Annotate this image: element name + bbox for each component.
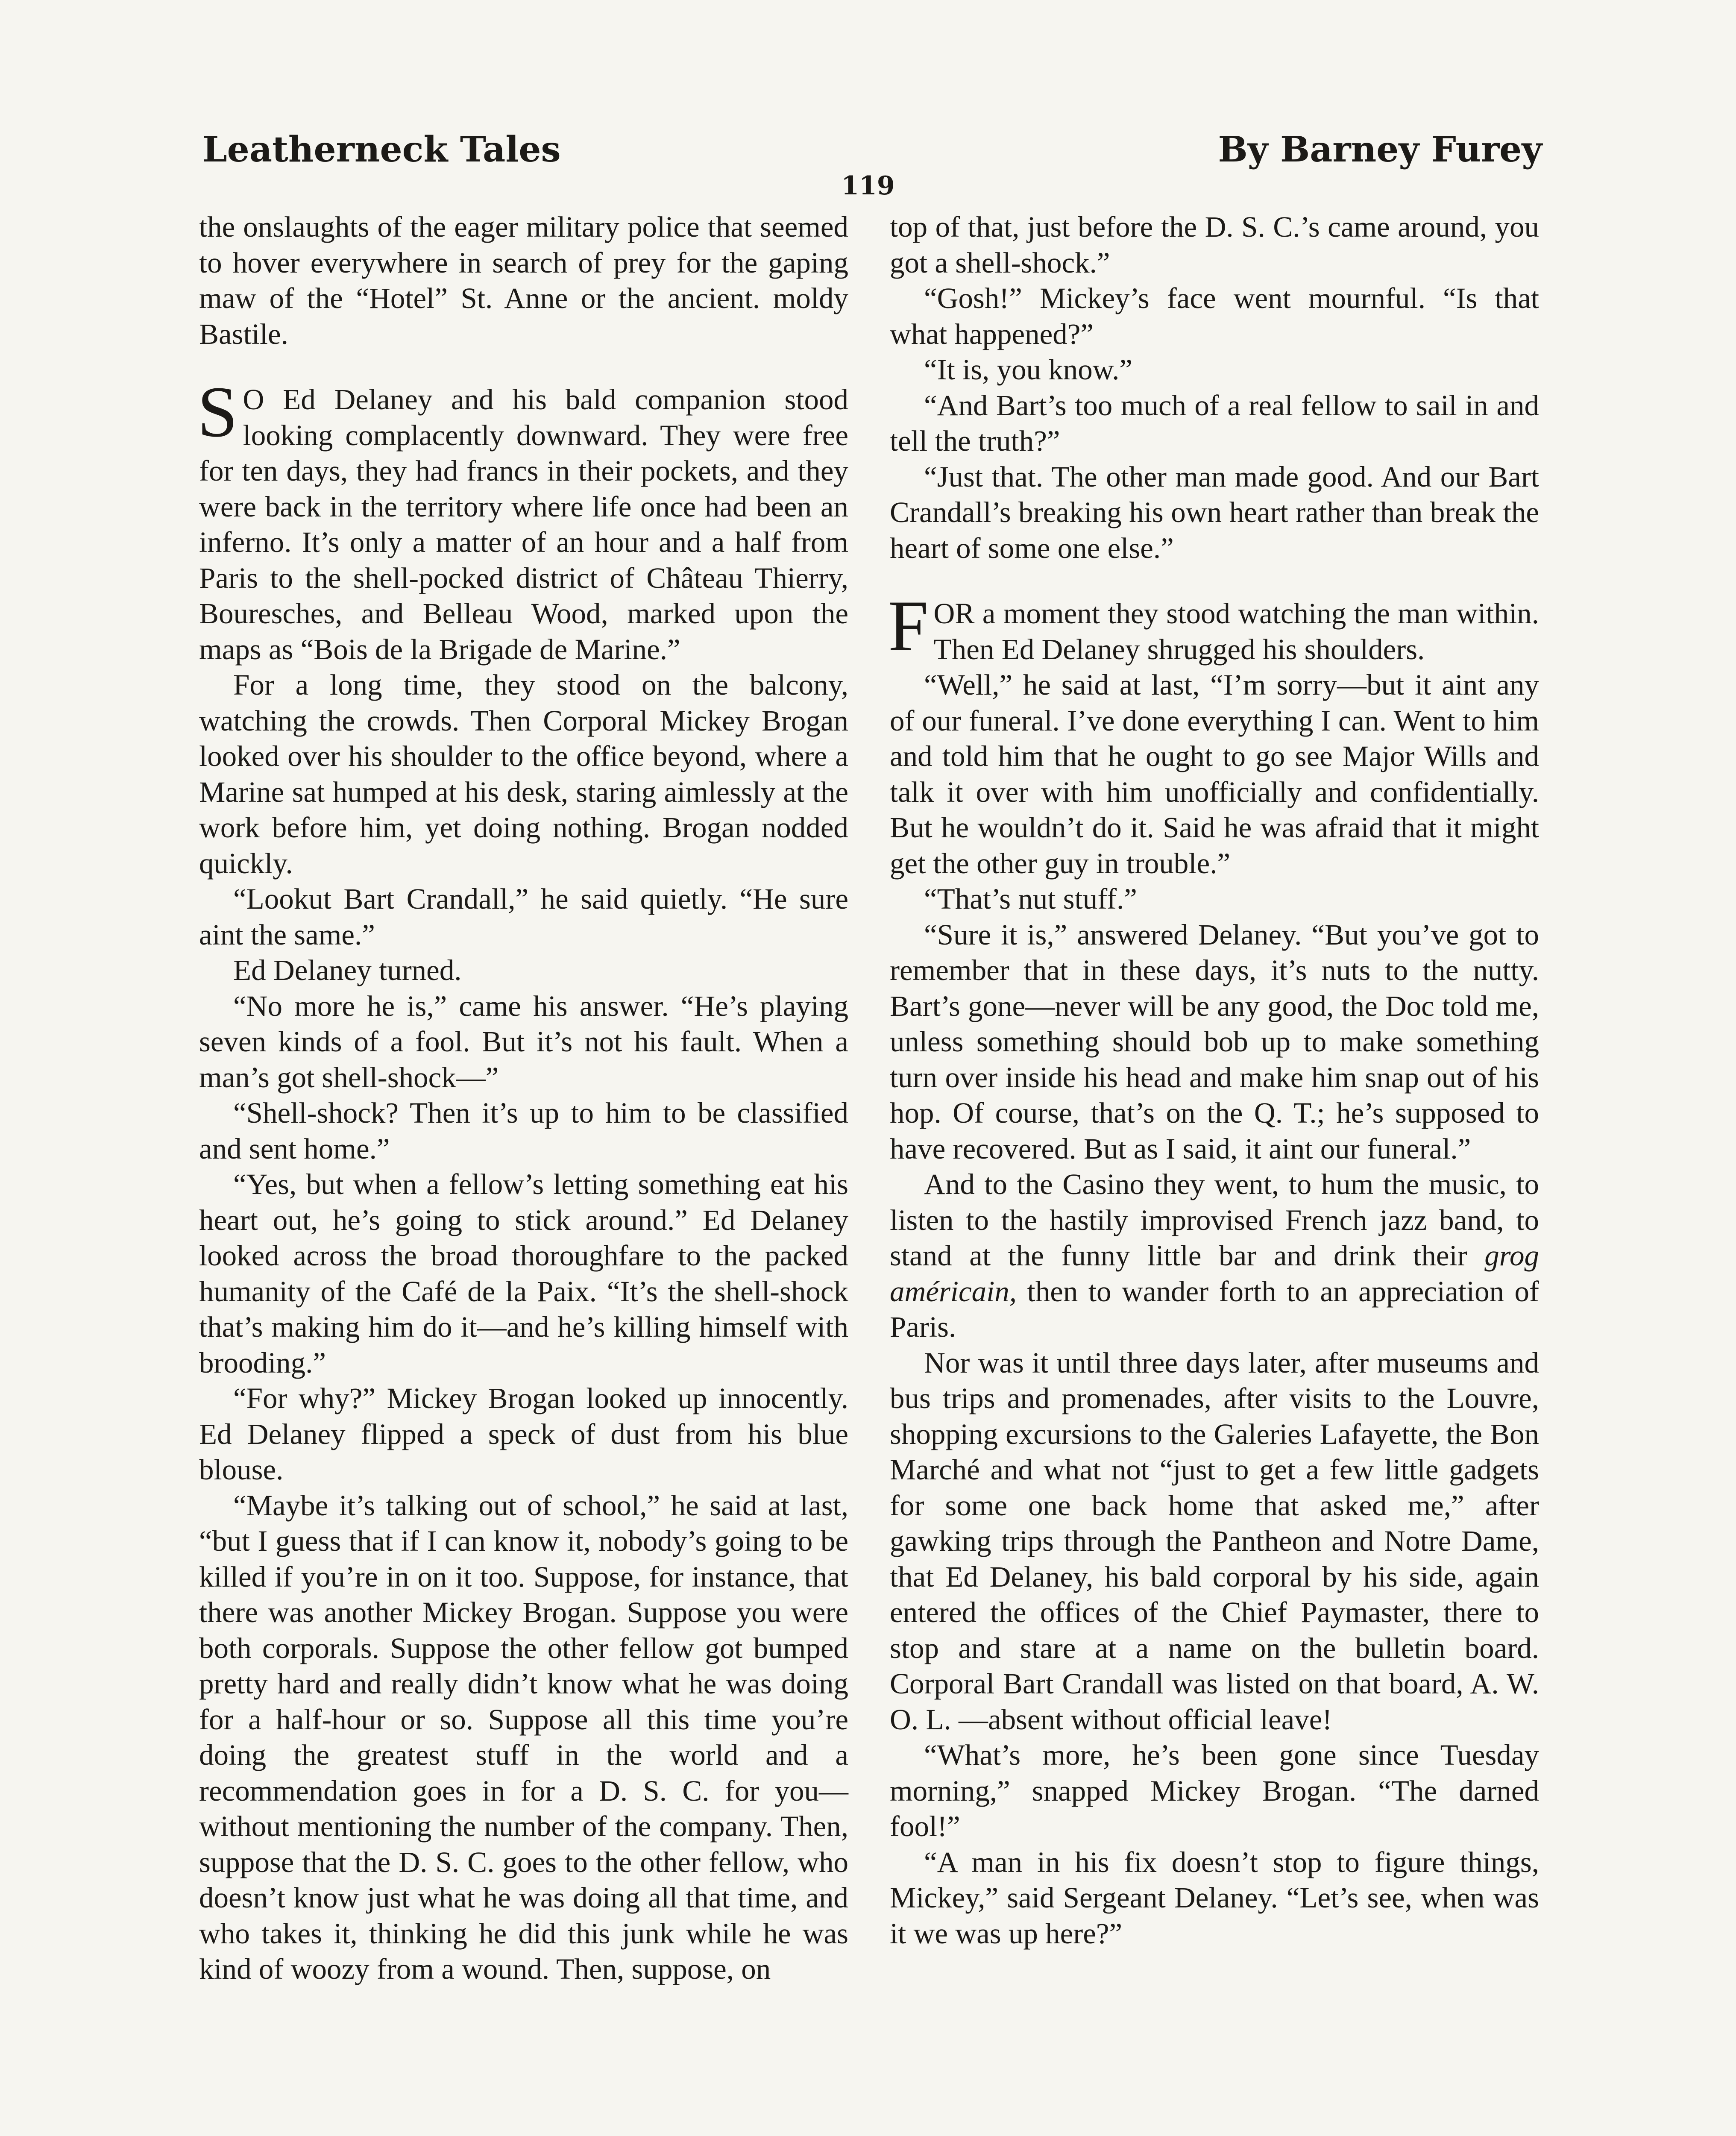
paragraph: Ed Delaney turned. [233, 954, 462, 986]
paragraph-text: And to the Casino they went, to hum the music, to listen to the hastily improvised French jazz band, to stand at the funny little bar and drink their [890, 1168, 1539, 1272]
drop-cap: F [888, 586, 929, 666]
paragraph: “Maybe it’s talking out of school,” he said at last, “but I guess that if I can know it, nobody’s going to be killed if you’re in on it too. Suppose, for instance, that there was another Mickey Brogan. Suppose you were both corporals. Suppose the other fellow got bumped pretty hard and really didn’t know what he was doing for a half-hour or so. Suppose all this time you’re doing the greatest stuff in the world and a recommendation goes in for a D. S. C. for you—without mentioning the number of the company. Then, suppose that the D. S. C. goes to the other fellow, who doesn’t know just what he was doing all that time, and who takes it, thinking he did this junk while he was kind of woozy from a wound. Then, suppose, on [199, 1489, 848, 1985]
paragraph: “What’s more, he’s been gone since Tuesday morning,” snapped Mickey Brogan. “The darned fool!” [890, 1739, 1539, 1843]
author-byline: By Barney Furey [1218, 129, 1542, 170]
paragraph: “No more he is,” came his answer. “He’s playing seven kinds of a fool. But it’s not his fault. When a man’s got shell-shock—” [199, 989, 848, 1094]
paragraph-text: O Ed Delaney and his bald companion stood looking complacently downward. They were free for ten days, they had francs in their pockets, and they were back in the territory where life once had been an inferno. It’s only a matter of an hour and a half from Paris to the shell-pocked district of Château Thierry, Bouresches, and Belleau Wood, marked upon the maps as “Bois de la Brigade de Marine.” [199, 383, 848, 666]
section-opening-paragraph [197, 372, 848, 667]
right-column [890, 209, 1539, 1951]
paragraph: “That’s nut stuff.” [924, 883, 1137, 915]
paragraph-text: a moment they stood watching the man within. Then Ed Delaney shrugged his shoulders. [933, 597, 1539, 666]
paragraph-text: then to wander forth to an appreciation of Paris. [890, 1275, 1539, 1343]
paragraph: “And Bart’s too much of a real fellow to sail in and tell the truth?” [890, 389, 1539, 457]
left-column [199, 209, 848, 1987]
paragraph: “Shell-shock? Then it’s up to him to be classified and sent home.” [199, 1097, 848, 1165]
paragraph: “A man in his fix doesn’t stop to figure things, Mickey,” said Sergeant Delaney. “Let’s see, when was it we was up here?” [890, 1846, 1539, 1950]
drop-cap: S [197, 372, 238, 452]
paragraph: “Well,” he said at last, “I’m sorry—but it aint any of our funeral. I’ve done everything I can. Went to him and told him that he ought to go see Major Wills and talk it over with him unofficially and confidentially. But he wouldn’t do it. Said he was afraid that it might get the other guy in trouble.” [890, 669, 1539, 880]
page-number: 119 [841, 171, 895, 201]
paragraph: “Sure it is,” answered Delaney. “But you’ve got to remember that in these days, it’s nuts to the nutty. Bart’s gone—never will be any good, the Doc told me, unless something should bob up to make something turn over inside his head and make him snap out of his hop. Of course, that’s on the Q. T.; he’s supposed to have recovered. But as I said, it aint our funeral.” [890, 918, 1539, 1165]
paragraph: “For why?” Mickey Brogan looked up innocently. Ed Delaney flipped a speck of dust from his blue blouse. [199, 1382, 848, 1486]
paragraph [890, 1167, 1539, 1345]
paragraph: Nor was it until three days later, after museums and bus trips and promenades, after visits to the Louvre, shopping excursions to the Galeries Lafayette, the Bon Marché and what not “just to get a few little gadgets for some one back home that asked me,” after gawking trips through the Pantheon and Notre Dame, that Ed Delaney, his bald corporal by his side, again entered the offices of the Chief Paymaster, there to stop and stare at a name on the bulletin board. Corporal Bart Crandall was listed on that board, A. W. O. L. —absent without official leave! [890, 1346, 1539, 1736]
paragraph: top of that, just before the D. S. C.’s came around, you got a shell-shock.” [890, 211, 1539, 279]
paragraph: the onslaughts of the eager military police that seemed to hover everywhere in search of prey for the gaping maw of the “Hotel” St. Anne or the ancient. moldy Bastile. [199, 211, 848, 350]
story-title: Leatherneck Tales [202, 129, 561, 170]
italic-phrase: grog américain, [890, 1239, 1539, 1308]
section-opening-paragraph [888, 586, 1539, 667]
paragraph: For a long time, they stood on the balcony, watching the crowds. Then Corporal Mickey Brogan looked over his shoulder to the office beyond, where a Marine sat humped at his desk, staring aimlessly at the work before him, yet doing nothing. Brogan nodded quickly. [199, 669, 848, 880]
paragraph: “Lookut Bart Crandall,” he said quietly. “He sure aint the same.” [199, 883, 848, 951]
paragraph: “Just that. The other man made good. And our Bart Crandall’s breaking his own heart rather than break the heart of some one else.” [890, 460, 1539, 564]
paragraph: “Gosh!” Mickey’s face went mournful. “Is that what happened?” [890, 282, 1539, 350]
paragraph: “Yes, but when a fellow’s letting something eat his heart out, he’s going to stick around.” Ed Delaney looked across the broad thoroughfare to the packed humanity of the Café de la Paix. “It’s the shell-shock that’s making him do it—and he’s killing himself with brooding.” [199, 1168, 848, 1379]
running-header [202, 124, 1542, 175]
paragraph: “It is, you know.” [924, 353, 1133, 386]
small-caps-lead: OR [933, 597, 975, 630]
